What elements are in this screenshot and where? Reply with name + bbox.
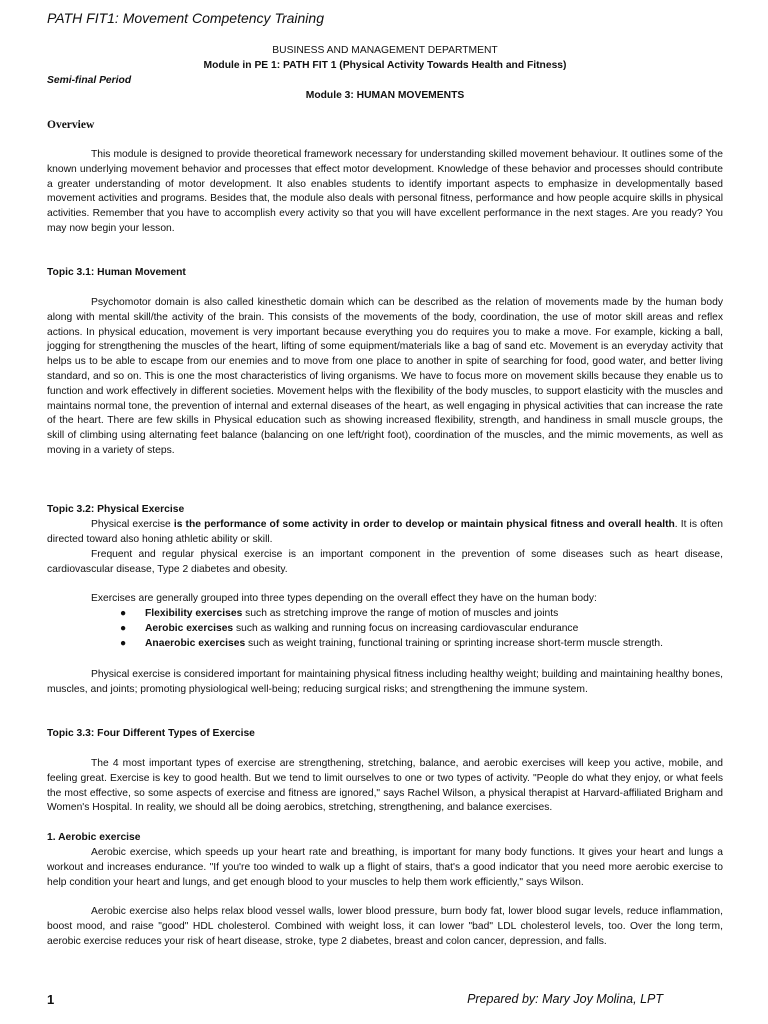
topic-3-3-heading: Topic 3.3: Four Different Types of Exercise: [47, 728, 255, 739]
list-item-title: Flexibility exercises: [145, 608, 243, 619]
prepared-by: Prepared by: Mary Joy Molina, LPT: [467, 992, 663, 1006]
definition-bold: is the performance of some activity in order to develop or maintain physical fitness and overall health: [173, 519, 675, 530]
page-number: 1: [47, 992, 55, 1007]
module-title: Module in PE 1: PATH FIT 1 (Physical Activity Towards Health and Fitness): [203, 60, 567, 71]
list-item-text: such as walking and running focus on increasing cardiovascular endurance: [233, 622, 579, 634]
aerobic-paragraph-1: Aerobic exercise, which speeds up your heart rate and breathing, is important for many body functions. It gives your heart and lungs a workout and increases endurance. "If you're too winded to walk up a flight of stairs, that's a good indicator that you need more aerobic exercise to help condition your heart and lungs, and get enough blood to your muscles to help them work efficiently," says Wilson.: [47, 847, 723, 888]
exercise-importance-paragraph: Physical exercise is considered important for maintaining physical fitness including healthy weight; building and maintaining healthy bones, muscles, and joints; promoting physiological well-being; reducing surgical risks; and strengthening the immune system.: [47, 669, 723, 695]
bullet-icon: ●: [120, 608, 127, 619]
topic-3-1-heading: Topic 3.1: Human Movement: [47, 267, 186, 278]
topic-3-1-paragraph: Psychomotor domain is also called kinesthetic domain which can be described as the relation of movements made by the human body along with mental skill/the activity of the brain. This consists of the movements of the body, coordination, the use of motor skill areas and reflex actions. In physical education, movement is very important because everything you do requires you to make a move. For example, kicking a ball, jogging for strengthening the muscles of the heart, lifting of some equipment/materials like a bag of sand etc. Movement is an everyday activity that helps us to be able to escape from our enemies and to move from one place to another in spite of searching for food, good water, and better living standard, and so on. This is one the most characteristics of living organisms. We have to focus more on movement skills because they enable us to function and work effectively in different societies. Movement helps with the flexibility of the body muscles, to support elasticity with the muscles and maintains normal tone, the prevention of internal and external diseases of the heart, as well engaging in physical activities that can increase the rate of the heart. There are few skills in Physical education such as showing increased flexibility, strength, and handiness in small muscle groups, the skill of climbing using alternating feet balance (balancing on one left/right foot), coordination of the muscles, and the mimic movements, as well as moving in a variety of steps.: [47, 297, 723, 456]
definition-tail: . It is often directed toward also honing athletic ability or skill.: [47, 519, 723, 545]
list-item-title: Anaerobic exercises: [145, 637, 246, 649]
physical-exercise-definition: [47, 518, 723, 548]
list-item-text: such as weight training, functional training or sprinting increase short-term muscle strength.: [245, 637, 663, 649]
four-types-paragraph: The 4 most important types of exercise are strengthening, stretching, balance, and aerobic exercises will keep you active, mobile, and feeling great. Exercise is key to good health. But we tend to limit ourselves to one or two types of activity. "People do what they enjoy, or what feels the most effective, so some aspects of exercise and fitness are ignored," says Rachel Wilson, a physical therapist at Harvard-affiliated Brigham and Women's Hospital. In reality, we should all be doing aerobics, stretching, strengthening, and balance exercises.: [47, 758, 723, 814]
exercise-types-intro: Exercises are generally grouped into three types depending on the overall effect they have on the human body:: [91, 593, 597, 604]
list-item: [120, 622, 723, 637]
course-header: PATH FIT1: Movement Competency Training: [47, 10, 324, 26]
list-item-title: Aerobic exercises: [145, 622, 234, 634]
topic-3-2-heading: Topic 3.2: Physical Exercise: [47, 504, 185, 515]
period-label: Semi-final Period: [47, 75, 132, 86]
frequent-exercise-paragraph: Frequent and regular physical exercise is an important component in the prevention of some diseases such as heart disease, cardiovascular disease, Type 2 diabetes and obesity.: [47, 549, 723, 575]
overview-paragraph: This module is designed to provide theoretical framework necessary for understanding skilled movement behaviour. It outlines some of the known underlying movement behavior and processes that effect motor development. Knowledge of these behavior and processes should contribute a greater understanding of motor development. It also enables students to identify important aspects to emphasize in developmentally based movement activities and programs. Besides that, the module also deals with personal fitness, performance and how people acquire skills in physical activities. Remember that you have to accomplish every activity so that you will have excellent performance in the next stages. Are you ready? You may now begin your lesson.: [47, 149, 723, 234]
department-title: BUSINESS AND MANAGEMENT DEPARTMENT: [272, 45, 498, 56]
definition-lead: Physical exercise: [91, 519, 174, 530]
overview-heading: Overview: [47, 119, 95, 131]
list-item: [120, 637, 723, 652]
aerobic-subheading: 1. Aerobic exercise: [47, 832, 141, 843]
aerobic-paragraph-2: Aerobic exercise also helps relax blood vessel walls, lower blood pressure, burn body fat, lower blood sugar levels, reduce inflammation, boost mood, and raise "good" HDL cholesterol. Combined with weight loss, it can lower "bad" LDL cholesterol levels, too. Over the long term, aerobic exercise reduces your risk of heart disease, stroke, type 2 diabetes, breast and colon cancer, depression, and falls.: [47, 906, 723, 947]
list-item-text: such as stretching improve the range of motion of muscles and joints: [242, 608, 559, 619]
list-item: [120, 607, 723, 622]
exercise-types-list: [120, 607, 723, 651]
module-name: Module 3: HUMAN MOVEMENTS: [305, 90, 465, 101]
bullet-icon: ●: [120, 637, 127, 649]
bullet-icon: ●: [120, 622, 127, 634]
